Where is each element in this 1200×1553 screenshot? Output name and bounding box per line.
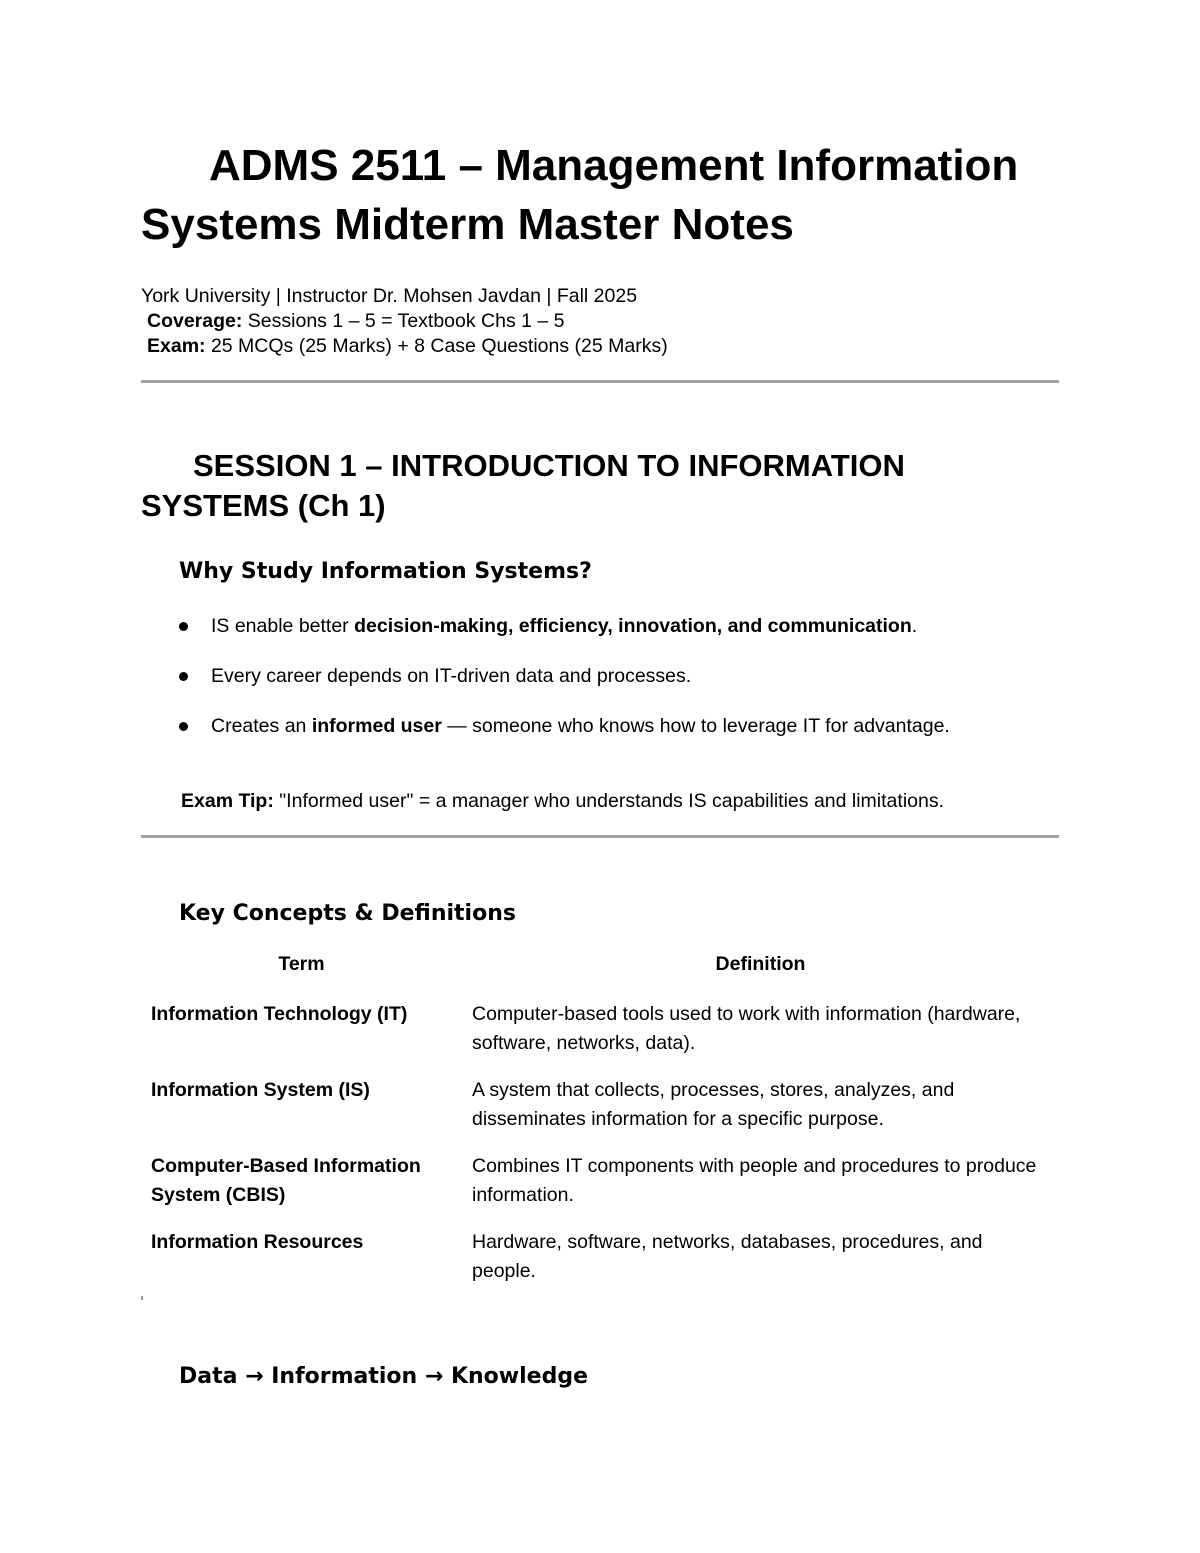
exam-label: Exam:	[147, 335, 206, 357]
bullet-icon	[179, 672, 188, 681]
exam-value: 25 MCQs (25 Marks) + 8 Case Questions (25 Marks)	[205, 335, 668, 357]
term-cell: Information Resources	[151, 1231, 364, 1253]
table-row	[141, 1228, 1059, 1304]
page-mark	[141, 1296, 143, 1300]
bullet-list	[178, 612, 950, 762]
title-line-2: Systems Midterm Master Notes	[141, 200, 794, 249]
session-heading	[141, 446, 1061, 526]
data-information-knowledge-heading: Data → Information → Knowledge	[179, 1364, 588, 1389]
term-cell: Information Technology (IT)	[151, 1003, 408, 1025]
definition-cell: Hardware, software, networks, databases, procedures, and people.	[472, 1231, 983, 1282]
exam-tip-label: Exam Tip:	[181, 790, 274, 812]
key-concepts-heading: Key Concepts & Definitions	[179, 901, 516, 926]
list-item: Creates an informed user — someone who knows how to leverage IT for advantage.	[178, 712, 950, 762]
term-cell: Information System (IS)	[151, 1079, 370, 1101]
title-line-1: ADMS 2511 – Management Information	[209, 141, 1019, 190]
bullet-icon	[179, 722, 188, 731]
table-header-row	[141, 950, 1059, 1000]
column-header-definition: Definition	[715, 953, 806, 975]
meta-exam	[141, 334, 668, 359]
definition-cell: Combines IT components with people and procedures to produce information.	[472, 1155, 1037, 1206]
exam-tip-text: "Informed user" = a manager who understands IS capabilities and limitations.	[273, 790, 945, 812]
horizontal-rule	[141, 380, 1059, 383]
session-heading-line-2: SYSTEMS (Ch 1)	[141, 488, 386, 523]
bullet-icon	[179, 622, 188, 631]
list-item: Every career depends on IT-driven data and processes.	[178, 662, 950, 712]
meta-coverage	[141, 309, 668, 334]
why-study-heading: Why Study Information Systems?	[179, 559, 592, 584]
definitions-table	[141, 950, 1059, 1304]
table-row	[141, 1152, 1059, 1228]
term-cell: Computer-Based Information System (CBIS)	[151, 1155, 421, 1206]
document-title	[141, 136, 1071, 254]
table-row	[141, 1000, 1059, 1076]
meta-header: York University | Instructor Dr. Mohsen Javdan | Fall 2025	[141, 285, 638, 307]
list-item: IS enable better decision-making, efficiency, innovation, and communication.	[178, 612, 950, 662]
column-header-term: Term	[278, 953, 325, 975]
session-heading-line-1: SESSION 1 – INTRODUCTION TO INFORMATION	[193, 448, 905, 483]
coverage-label: Coverage:	[147, 310, 243, 332]
table-row	[141, 1076, 1059, 1152]
exam-tip	[181, 788, 944, 814]
definition-cell: Computer-based tools used to work with information (hardware, software, networks, data).	[472, 1003, 1021, 1054]
document-meta	[141, 284, 668, 359]
coverage-value: Sessions 1 – 5 = Textbook Chs 1 – 5	[242, 310, 565, 332]
definition-cell: A system that collects, processes, stores, analyzes, and disseminates information for a specific purpose.	[472, 1079, 955, 1130]
horizontal-rule	[141, 835, 1059, 838]
